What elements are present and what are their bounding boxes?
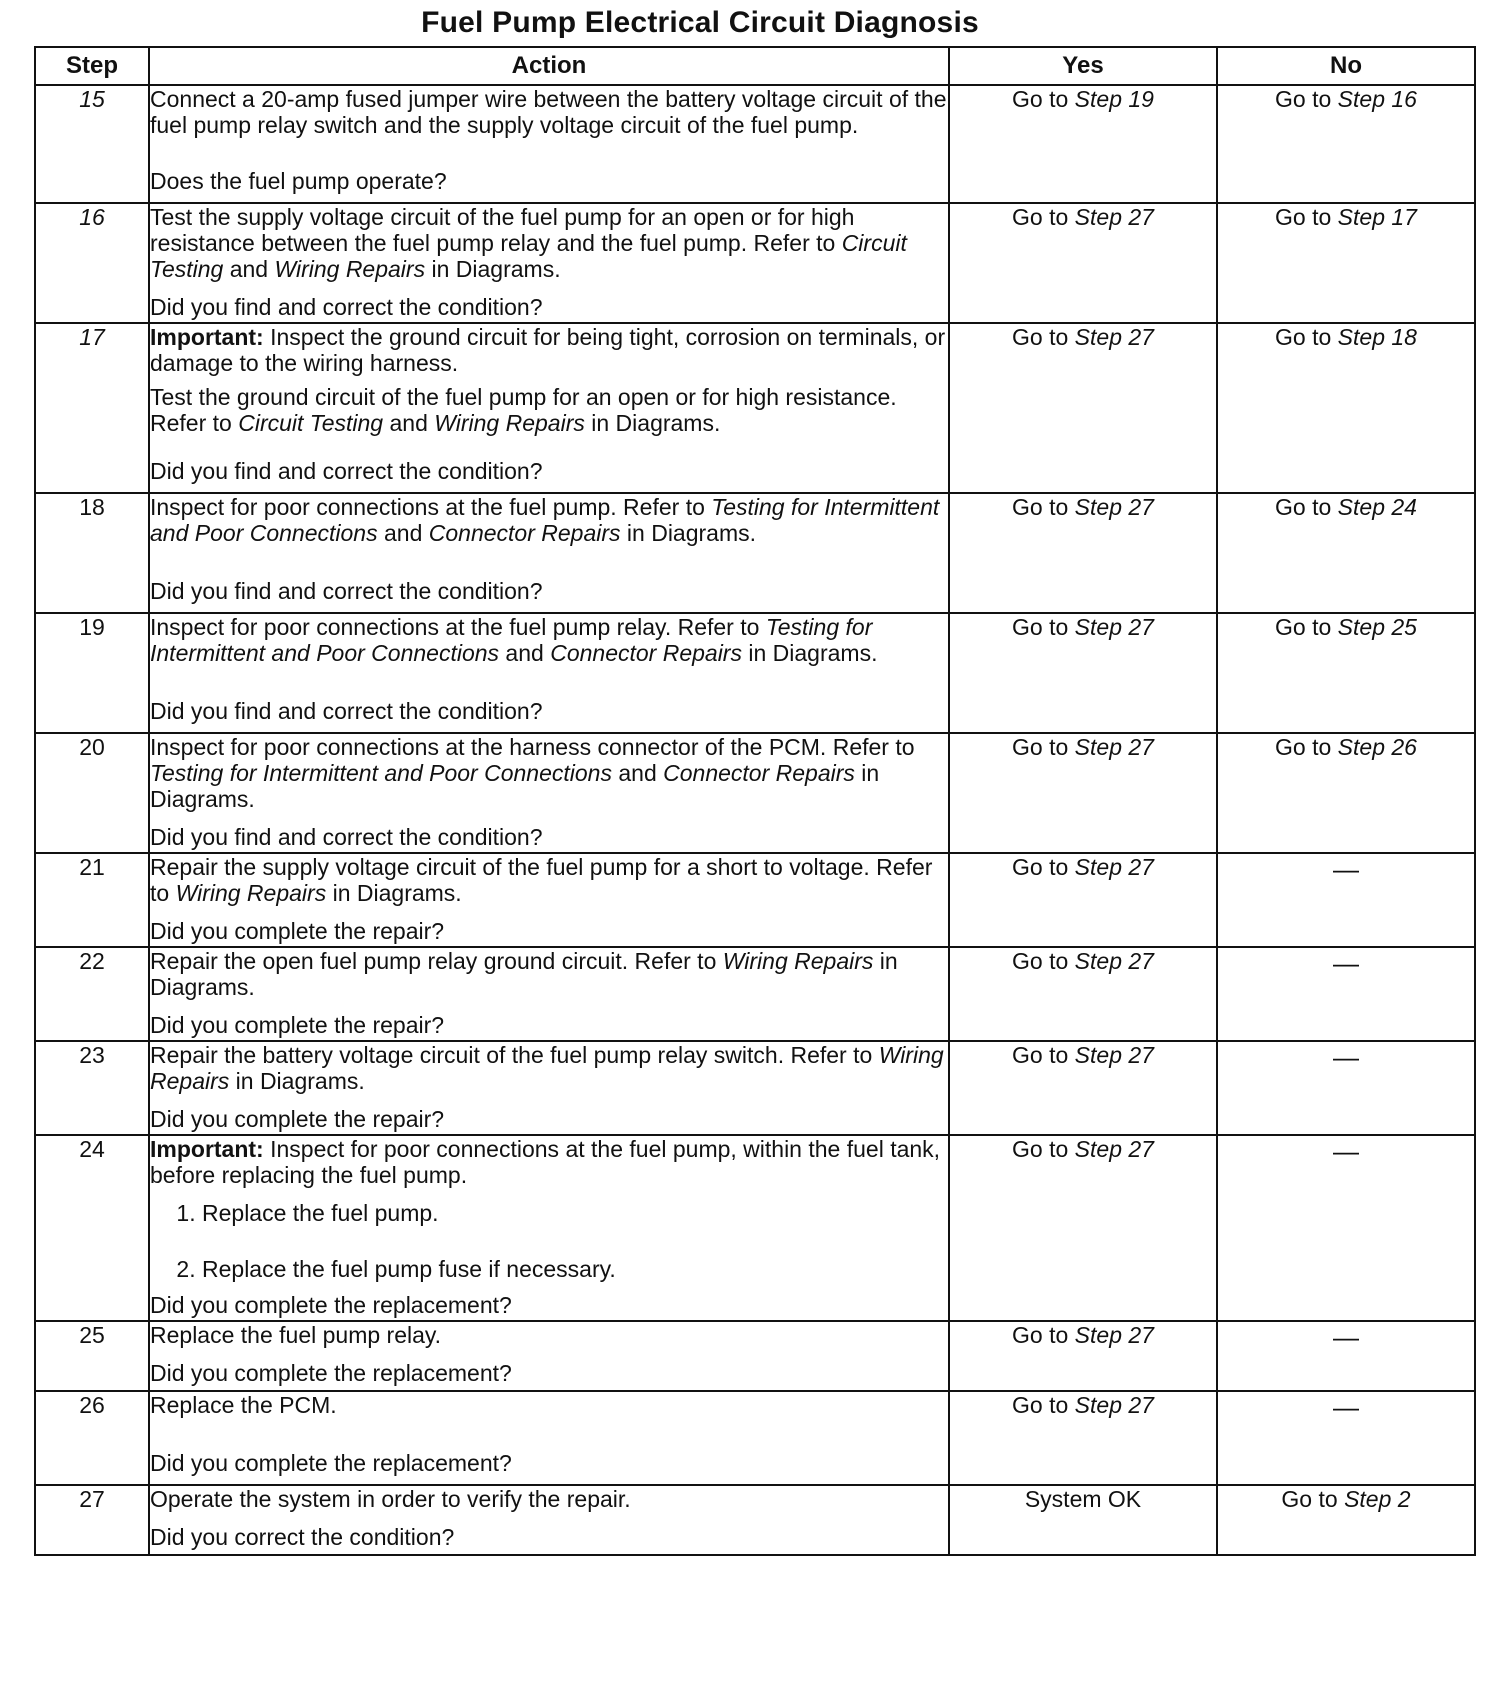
yes-prefix: Go to [1012, 1136, 1069, 1162]
no-cell [1217, 1485, 1475, 1555]
table-row [35, 853, 1475, 947]
table-row [35, 323, 1475, 493]
no-step-link: Step 18 [1337, 324, 1417, 350]
step-number: 21 [35, 853, 149, 947]
step-number: 27 [35, 1485, 149, 1555]
action-cell [149, 1485, 949, 1555]
action-question: Did you complete the repair? [150, 1106, 445, 1132]
no-step-link: Step 26 [1337, 734, 1417, 760]
action-cell [149, 1391, 949, 1485]
action-cell [149, 613, 949, 733]
action-question: Did you complete the replacement? [150, 1360, 512, 1386]
action-cell [149, 1135, 949, 1321]
action-question: Did you complete the replacement? [150, 1450, 512, 1476]
action-cell [149, 853, 949, 947]
yes-cell [949, 733, 1217, 853]
table-row [35, 1135, 1475, 1321]
action-cell [149, 1321, 949, 1391]
yes-prefix: Go to [1012, 1322, 1069, 1348]
yes-cell [949, 1391, 1217, 1485]
action-text: Inspect for poor connections at the harness connector of the PCM. Refer to Testing for Intermittent and Poor Connections and Connector Repairs in Diagrams. [150, 734, 915, 812]
action-question: Did you correct the condition? [150, 1524, 455, 1550]
action-cell [149, 947, 949, 1041]
no-dash: — [1217, 1135, 1475, 1321]
step-number: 18 [35, 493, 149, 613]
table-row [35, 1321, 1475, 1391]
yes-prefix: Go to [1012, 614, 1069, 640]
yes-cell [949, 1135, 1217, 1321]
no-cell [1217, 323, 1475, 493]
diagnosis-table [34, 46, 1476, 1556]
yes-cell [949, 85, 1217, 203]
yes-cell [949, 1321, 1217, 1391]
no-prefix: Go to [1281, 1486, 1338, 1512]
no-cell [1217, 613, 1475, 733]
table-row [35, 947, 1475, 1041]
yes-cell [949, 853, 1217, 947]
action-important: Important: Inspect for poor connections at the fuel pump, within the fuel tank, before replacing the fuel pump. [150, 1136, 941, 1188]
no-cell [1217, 203, 1475, 323]
action-text: Repair the supply voltage circuit of the fuel pump for a short to voltage. Refer to Wiring Repairs in Diagrams. [150, 854, 933, 906]
yes-prefix: Go to [1012, 86, 1069, 112]
yes-step-link: Step 27 [1074, 614, 1154, 640]
no-prefix: Go to [1275, 614, 1332, 640]
no-step-link: Step 24 [1337, 494, 1417, 520]
action-question: Did you complete the replacement? [150, 1292, 512, 1318]
action-question: Does the fuel pump operate? [150, 168, 447, 194]
no-prefix: Go to [1275, 734, 1332, 760]
action-question: Did you complete the repair? [150, 918, 445, 944]
action-cell [149, 203, 949, 323]
action-question: Did you find and correct the condition? [150, 698, 543, 724]
header-yes: Yes [949, 47, 1217, 85]
yes-cell [949, 613, 1217, 733]
step-number: 23 [35, 1041, 149, 1135]
table-header-row [35, 47, 1475, 85]
table-row [35, 1041, 1475, 1135]
no-dash: — [1217, 1041, 1475, 1135]
table-row [35, 613, 1475, 733]
action-question: Did you find and correct the condition? [150, 458, 543, 484]
action-question: Did you find and correct the condition? [150, 824, 543, 850]
yes-step-link: Step 27 [1074, 854, 1154, 880]
action-text: Inspect for poor connections at the fuel pump relay. Refer to Testing for Intermittent and Poor Connections and Connector Repairs in Diagrams. [150, 614, 878, 666]
yes-cell [949, 203, 1217, 323]
action-text: Repair the open fuel pump relay ground circuit. Refer to Wiring Repairs in Diagrams. [150, 948, 898, 1000]
no-dash: — [1217, 947, 1475, 1041]
yes-cell [949, 1041, 1217, 1135]
action-text: Replace the PCM. [150, 1392, 337, 1418]
step-number: 20 [35, 733, 149, 853]
no-step-link: Step 2 [1344, 1486, 1411, 1512]
action-cell [149, 493, 949, 613]
action-text: Inspect for poor connections at the fuel pump. Refer to Testing for Intermittent and Poor Connections and Connector Repairs in Diagrams. [150, 494, 940, 546]
action-question: Did you find and correct the condition? [150, 578, 543, 604]
table-row [35, 493, 1475, 613]
table-row [35, 1391, 1475, 1485]
action-text: Test the ground circuit of the fuel pump for an open or for high resistance. Refer to Circuit Testing and Wiring Repairs in Diagrams. [150, 384, 897, 436]
yes-step-link: Step 19 [1074, 86, 1154, 112]
no-step-link: Step 16 [1337, 86, 1417, 112]
step-number: 26 [35, 1391, 149, 1485]
yes-cell [949, 947, 1217, 1041]
action-question: Did you find and correct the condition? [150, 294, 543, 320]
no-step-link: Step 17 [1337, 204, 1417, 230]
action-important: Important: Inspect the ground circuit for being tight, corrosion on terminals, or damage to the wiring harness. [150, 324, 946, 376]
header-no: No [1217, 47, 1475, 85]
document-title: Fuel Pump Electrical Circuit Diagnosis [421, 6, 979, 39]
no-cell [1217, 733, 1475, 853]
step-number: 17 [35, 323, 149, 493]
step-number: 19 [35, 613, 149, 733]
no-cell [1217, 85, 1475, 203]
action-cell [149, 323, 949, 493]
yes-step-link: Step 27 [1074, 734, 1154, 760]
yes-prefix: Go to [1012, 734, 1069, 760]
step-number: 24 [35, 1135, 149, 1321]
yes-step-link: Step 27 [1074, 948, 1154, 974]
no-prefix: Go to [1275, 86, 1332, 112]
table-row [35, 85, 1475, 203]
table-row [35, 203, 1475, 323]
action-text: Test the supply voltage circuit of the fuel pump for an open or for high resistance between the fuel pump relay and the fuel pump. Refer to Circuit Testing and Wiring Repairs in Diagrams. [150, 204, 907, 282]
yes-step-link: Step 27 [1074, 1042, 1154, 1068]
yes-prefix: Go to [1012, 1392, 1069, 1418]
yes-step-link: Step 27 [1074, 1136, 1154, 1162]
no-prefix: Go to [1275, 204, 1332, 230]
step-number: 16 [35, 203, 149, 323]
action-cell [149, 1041, 949, 1135]
yes-step-link: Step 27 [1074, 1322, 1154, 1348]
yes-prefix: Go to [1012, 204, 1069, 230]
no-dash: — [1217, 1321, 1475, 1391]
no-prefix: Go to [1275, 324, 1332, 350]
table-row [35, 733, 1475, 853]
yes-step-link: Step 27 [1074, 204, 1154, 230]
step-number: 25 [35, 1321, 149, 1391]
yes-cell: System OK [949, 1485, 1217, 1555]
action-steps-list [150, 1200, 948, 1282]
action-text: Repair the battery voltage circuit of the fuel pump relay switch. Refer to Wiring Repairs in Diagrams. [150, 1042, 944, 1094]
step-number: 15 [35, 85, 149, 203]
step-number: 22 [35, 947, 149, 1041]
yes-prefix: Go to [1012, 948, 1069, 974]
yes-step-link: Step 27 [1074, 1392, 1154, 1418]
no-cell [1217, 493, 1475, 613]
action-question: Did you complete the repair? [150, 1012, 445, 1038]
yes-prefix: Go to [1012, 1042, 1069, 1068]
yes-step-link: Step 27 [1074, 494, 1154, 520]
no-dash: — [1217, 1391, 1475, 1485]
yes-cell [949, 493, 1217, 613]
list-item: 1. Replace the fuel pump. [202, 1200, 948, 1226]
header-action: Action [149, 47, 949, 85]
action-text: Connect a 20-amp fused jumper wire between the battery voltage circuit of the fuel pump relay switch and the supply voltage circuit of the fuel pump. [150, 86, 947, 138]
yes-cell [949, 323, 1217, 493]
action-text: Operate the system in order to verify the repair. [150, 1486, 631, 1512]
yes-prefix: Go to [1012, 324, 1069, 350]
no-dash: — [1217, 853, 1475, 947]
action-cell [149, 85, 949, 203]
table-row [35, 1485, 1475, 1555]
yes-prefix: Go to [1012, 494, 1069, 520]
yes-step-link: Step 27 [1074, 324, 1154, 350]
no-step-link: Step 25 [1337, 614, 1417, 640]
action-text: Replace the fuel pump relay. [150, 1322, 442, 1348]
list-item: 2. Replace the fuel pump fuse if necessary. [202, 1256, 948, 1282]
no-prefix: Go to [1275, 494, 1332, 520]
action-cell [149, 733, 949, 853]
header-step: Step [35, 47, 149, 85]
yes-prefix: Go to [1012, 854, 1069, 880]
